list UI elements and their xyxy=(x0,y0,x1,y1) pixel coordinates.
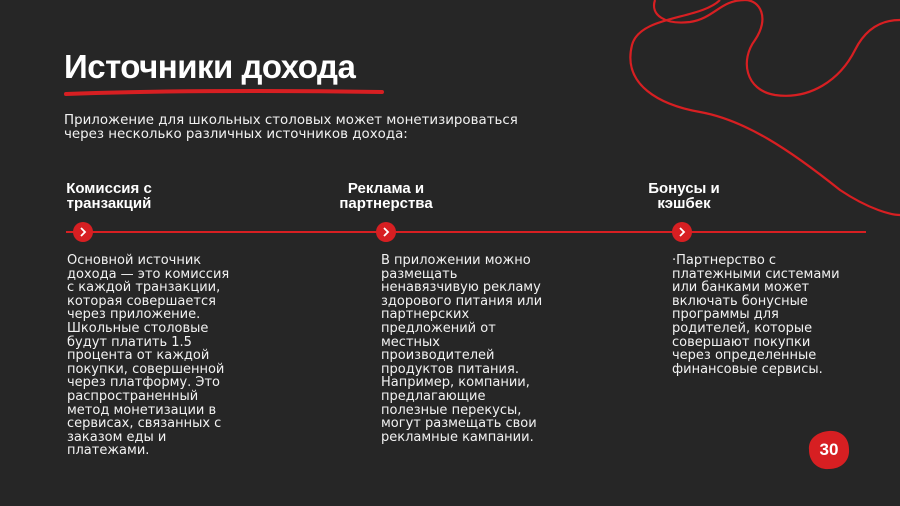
timeline-marker-2 xyxy=(376,222,396,242)
page-number: 30 xyxy=(819,440,839,459)
title-underline xyxy=(64,88,384,98)
intro-text: Приложение для школьных столовых может монетизироваться через несколько различных источников дохода: xyxy=(64,113,518,142)
column-heading-bonuses: Бонусы и кэшбек xyxy=(648,180,720,212)
column-heading-commission: Комиссия с транзакций xyxy=(66,180,152,212)
column-text-bonuses: ·Партнерство с платежными системами или банками может включать бонусные программы для родителей, которые совершают покупки через определенные финансовые сервисы. xyxy=(672,253,840,377)
chevron-right-icon xyxy=(382,227,390,237)
timeline-marker-3 xyxy=(672,222,692,242)
timeline-marker-1 xyxy=(73,222,93,242)
column-text-advertising: В приложении можно размещать ненавязчивую рекламу здорового питания или партнерских предложений от местных производителей продуктов питания. Например, компании, предлагающие полезные перекусы, могут размещать свои рекламные кампании. xyxy=(381,253,543,445)
column-heading-advertising: Реклама и партнерства xyxy=(339,180,433,212)
page-title: Источники дохода xyxy=(64,48,356,85)
timeline-line xyxy=(66,231,866,233)
chevron-right-icon xyxy=(79,227,87,237)
chevron-right-icon xyxy=(678,227,686,237)
column-text-commission: Основной источник дохода — это комиссия с каждой транзакции, которая совершается через приложение. Школьные столовые будут платить 1.5 процента от каждой покупки, совершенной через платформу. Это распространенный метод монетизации в сервисах, связанных с заказом еды и платежами. xyxy=(67,253,230,459)
